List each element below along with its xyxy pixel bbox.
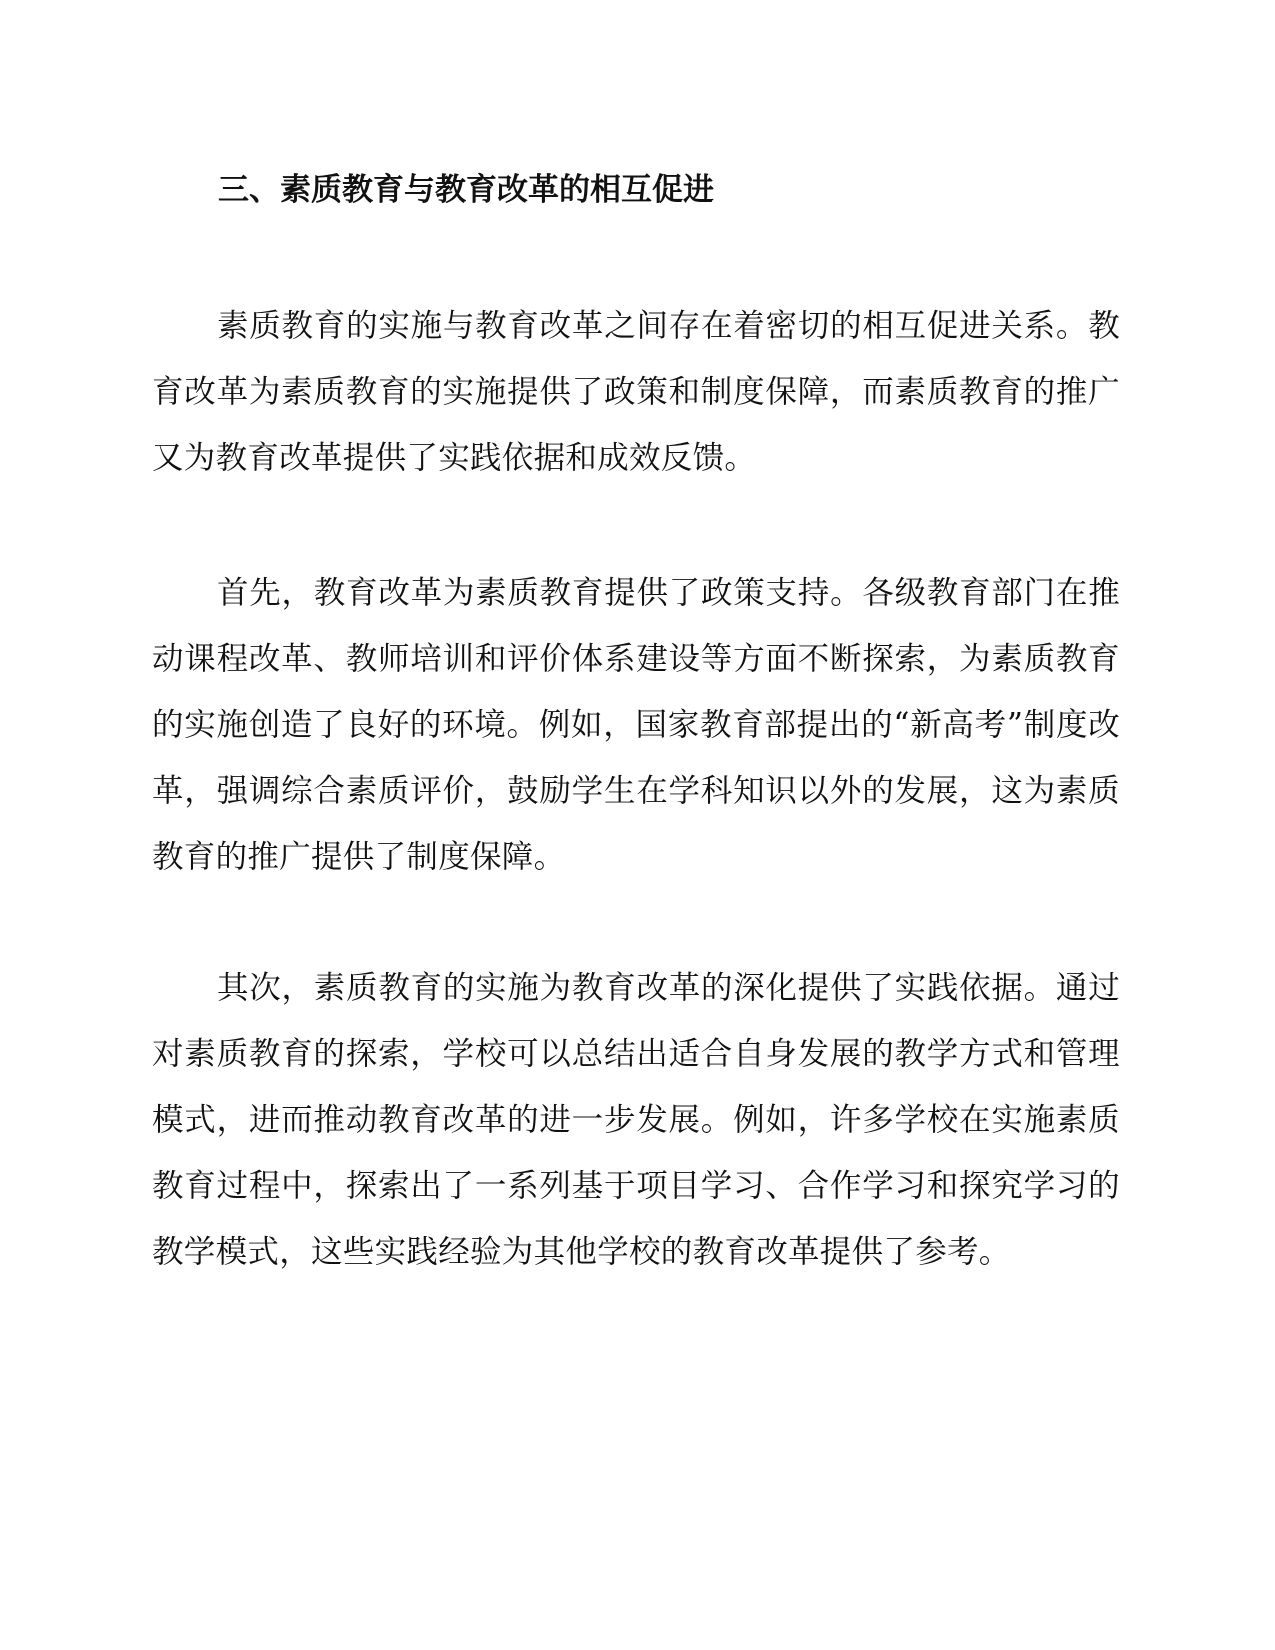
paragraph-2: 首先，教育改革为素质教育提供了政策支持。各级教育部门在推动课程改革、教师培训和评价体系建设等方面不断探索，为素质教育的实施创造了良好的环境。例如，国家教育部提出的“新高考”制度改革，强调综合素质评价，鼓励学生在学科知识以外的发展，这为素质教育的推广提供了制度保障。 [152,575,1120,875]
paragraph-3: 其次，素质教育的实施为教育改革的深化提供了实践依据。通过对素质教育的探索，学校可以总结出适合自身发展的教学方式和管理模式，进而推动教育改革的进一步发展。例如，许多学校在实施素质教育过程中，探索出了一系列基于项目学习、合作学习和探究学习的教学模式，这些实践经验为其他学校的教育改革提供了参考。 [152,970,1120,1270]
section-heading: 三、素质教育与教育改革的相互促进 [218,172,714,208]
paragraph-1: 素质教育的实施与教育改革之间存在着密切的相互促进关系。教育改革为素质教育的实施提供了政策和制度保障，而素质教育的推广又为教育改革提供了实践依据和成效反馈。 [152,308,1120,476]
